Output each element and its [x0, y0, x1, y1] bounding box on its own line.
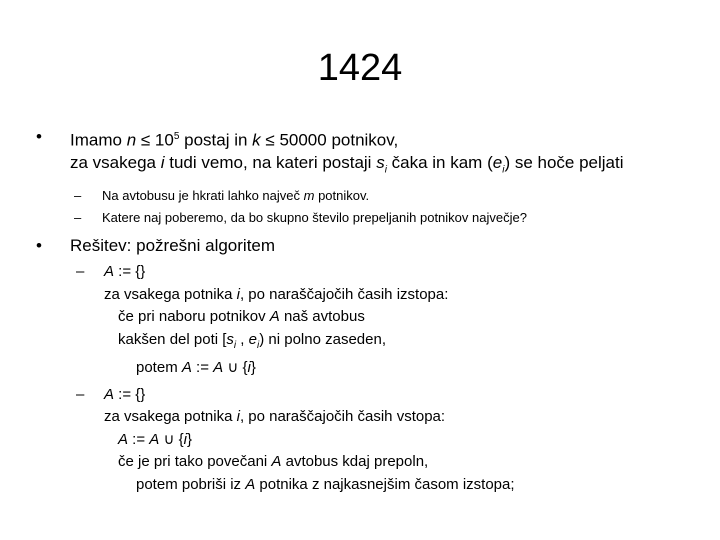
algo2-line-1: A := {}: [104, 385, 146, 403]
algorithm-marker: –: [76, 385, 85, 403]
slide-title: 1424: [317, 47, 403, 89]
algo2-line-3: A := A ∪ {i}: [118, 430, 192, 448]
algorithm-1: [34, 261, 704, 380]
bullet-problem: [34, 126, 704, 181]
subitem-question-text: Katere naj poberemo, da bo skupno število prepeljanih potnikov največje?: [102, 210, 527, 226]
bullet-solution: [34, 235, 704, 257]
algo1-line-2: za vsakega potnika i, po naraščajočih časih izstopa:: [104, 285, 449, 303]
algo2-line-4: če je pri tako povečani A avtobus kdaj prepoln,: [118, 453, 429, 471]
algorithm-2: [34, 384, 704, 497]
algo2-line-5: potem pobriši iz A potnika z najkasnejšim časom izstopa;: [136, 475, 515, 493]
slide-content: [34, 126, 704, 496]
bullet-marker: •: [36, 127, 42, 146]
subitem-capacity: – Na avtobusu je hkrati lahko največ m potnikov.: [74, 188, 370, 204]
problem-line-1: Imamo $n \le 10^5$ postaj in k ≤ 50000 potnikov,: [70, 130, 399, 150]
problem-subitems: [34, 185, 704, 229]
algo1-line-5: potem A := A ∪ {i}: [136, 359, 256, 377]
algo1-line-3: če pri naboru potnikov A naš avtobus: [118, 308, 365, 326]
algo1-line-1: A := {}: [104, 263, 146, 281]
algo1-line-4: kakšen del poti [$s_i$ , $e_i$) ni polno zaseden,: [118, 330, 386, 351]
subitem-capacity-text: Na avtobusu je hkrati lahko največ m potnikov.: [102, 188, 370, 204]
algo2-line-2: za vsakega potnika i, po naraščajočih časih vstopa:: [104, 408, 446, 426]
solution-heading: Rešitev: požrešni algoritem: [70, 236, 276, 256]
bullet-marker: •: [36, 236, 42, 256]
problem-line-2: za vsakega i tudi vemo, na kateri postaji $s_i$ čaka in kam $(e_i)$ se hoče peljati: [70, 152, 624, 176]
algorithm-marker: –: [76, 263, 85, 281]
subitem-question: – Katere naj poberemo, da bo skupno število prepeljanih potnikov največje?: [74, 210, 527, 226]
